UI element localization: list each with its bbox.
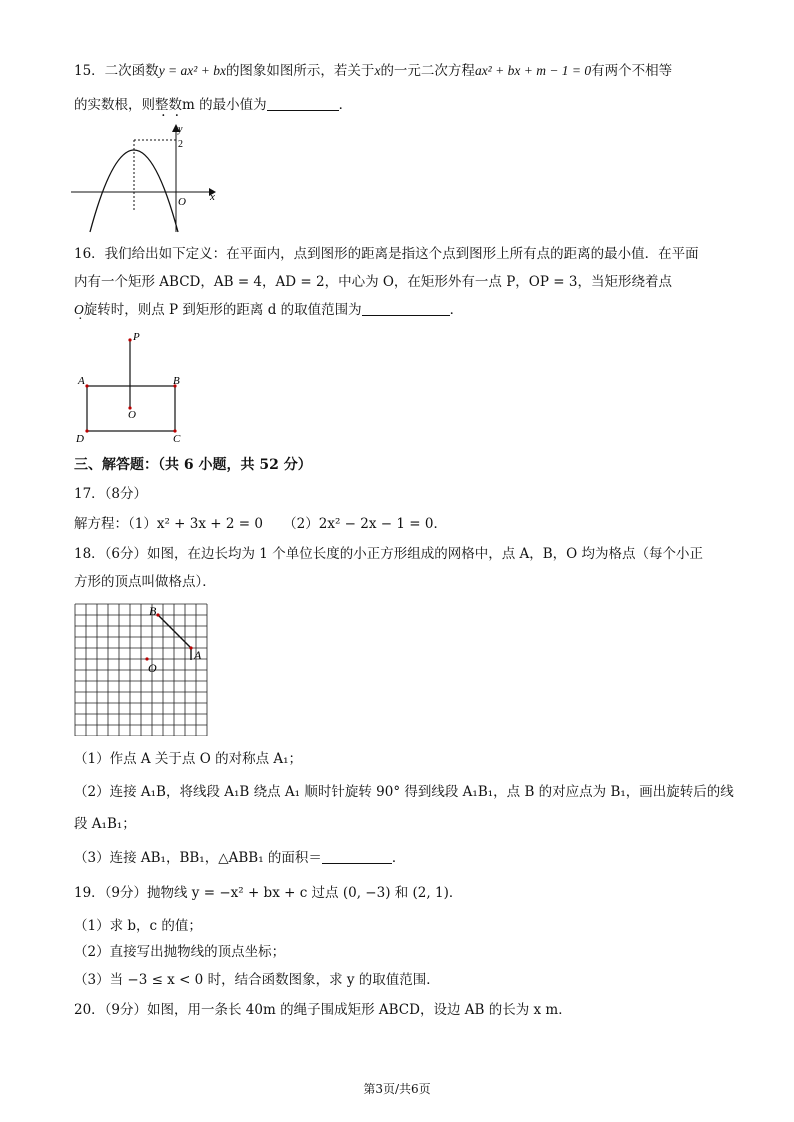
q15-tick-label: 2: [178, 139, 183, 150]
q15-y-label: y: [178, 124, 183, 135]
q17-head: 17．（8分）: [74, 486, 148, 502]
q18-grid-figure: [70, 598, 215, 736]
q15-parabola-curve: [90, 150, 178, 232]
q18-line1: 18．（6分）如图，在边长均为 1 个单位长度的小正方形组成的网格中，点 A，B，O 均为格点（每个小正: [74, 546, 704, 562]
q16-label-o: O: [128, 409, 136, 421]
q16-point-a: [85, 384, 88, 387]
q17-body: 解方程：（1）x² + 3x + 2 = 0 （2）2x² − 2x − 1 = 0．: [74, 516, 447, 532]
page-footer: 第3页/共6页: [363, 1082, 431, 1096]
q15-line2: [74, 96, 352, 114]
q18-label-a: A: [194, 648, 202, 662]
q16-label-a: A: [78, 375, 85, 387]
q19-part2: （2）直接写出抛物线的顶点坐标；: [74, 944, 286, 960]
q15-period: ．: [338, 97, 353, 113]
q18-line2: 方形的顶点叫做格点）．: [74, 574, 216, 590]
q16-period: ．: [449, 302, 464, 318]
q18-point-b: [156, 613, 159, 616]
q18-point-a: [189, 646, 192, 649]
q15-var-x: x: [374, 63, 381, 78]
q15-emph-1: 整: [155, 97, 169, 113]
q15-answer-blank[interactable]: [267, 96, 339, 111]
q16-rectangle-figure: [72, 326, 192, 446]
q19-head: 19．（9分）抛物线 y = −x² + bx + c 过点 (0, −3) 和 (2, 1)．: [74, 885, 463, 901]
q16-label-p: P: [133, 331, 140, 343]
q20-head: 20．（9分）如图，用一条长 40m 的绳子围成矩形 ABCD，设边 AB 的长为 x m．: [74, 1002, 572, 1018]
q18-label-o: O: [148, 661, 157, 675]
section3-title: 三、解答题：（共 6 小题，共 52 分）: [74, 457, 312, 473]
q16-answer-blank[interactable]: [362, 301, 450, 316]
q18-part2-line2: 段 A₁B₁；: [74, 816, 136, 832]
q15-function: y = ax² + bx: [158, 63, 226, 78]
q16-label-b: B: [173, 375, 180, 387]
q15-text-d: 有两个不相等: [591, 63, 673, 79]
q15-text-e: 的实数根，则: [74, 97, 155, 113]
q15-text-b: 的图象如图所示，若关于: [225, 63, 375, 79]
q16-label-c: C: [173, 433, 181, 445]
q15-line1: [74, 62, 672, 80]
q18-grid: [75, 604, 207, 736]
q18-answer-blank[interactable]: [322, 849, 392, 864]
q15-equation: ax² + bx + m − 1 = 0: [474, 63, 592, 78]
q16-text: 旋转时，则点 P 到矩形的距离 d 的取值范围为: [83, 302, 362, 318]
q16-point-p: [128, 338, 131, 341]
q18-part1: （1）作点 A 关于点 O 的对称点 A₁；: [74, 751, 303, 767]
q18-part3-text: （3）连接 AB₁，BB₁，△ABB₁ 的面积＝: [74, 850, 322, 866]
q15-emph-2: 数: [168, 97, 182, 113]
q15-text-c: 的一元二次方程: [380, 63, 475, 79]
q16-line1: 16．我们给出如下定义：在平面内，点到图形的距离是指这个点到图形上所有点的距离的最小值．在平面: [74, 246, 699, 262]
q15-parabola-graph: [66, 120, 226, 235]
q16-label-d: D: [76, 433, 84, 445]
q19-part1: （1）求 b，c 的值；: [74, 918, 202, 934]
q15-origin-label: O: [178, 196, 186, 208]
q19-part3: （3）当 −3 ≤ x < 0 时，结合函数图象，求 y 的取值范围．: [74, 972, 440, 988]
q16-point-o: O ·: [74, 302, 84, 317]
q15-text-a: 15．二次函数: [74, 63, 159, 79]
q18-part2-line1: （2）连接 A₁B，将线段 A₁B 绕点 A₁ 顺时针旋转 90° 得到线段 A₁B₁，点 B 的对应点为 B₁，画出旋转后的线: [74, 784, 734, 800]
q15-text-f: m 的最小值为: [182, 97, 267, 113]
q18-part3: [74, 849, 405, 867]
q18-label-b: B: [149, 604, 157, 618]
q15-x-label: x: [210, 191, 215, 203]
q16-line2: 内有一个矩形 ABCD，AB = 4，AD = 2，中心为 O，在矩形外有一点 P，OP = 3，当矩形绕着点: [74, 274, 672, 290]
q16-line3: [74, 301, 463, 319]
q18-period: ．: [391, 850, 406, 866]
q16-point-d: [85, 429, 88, 432]
